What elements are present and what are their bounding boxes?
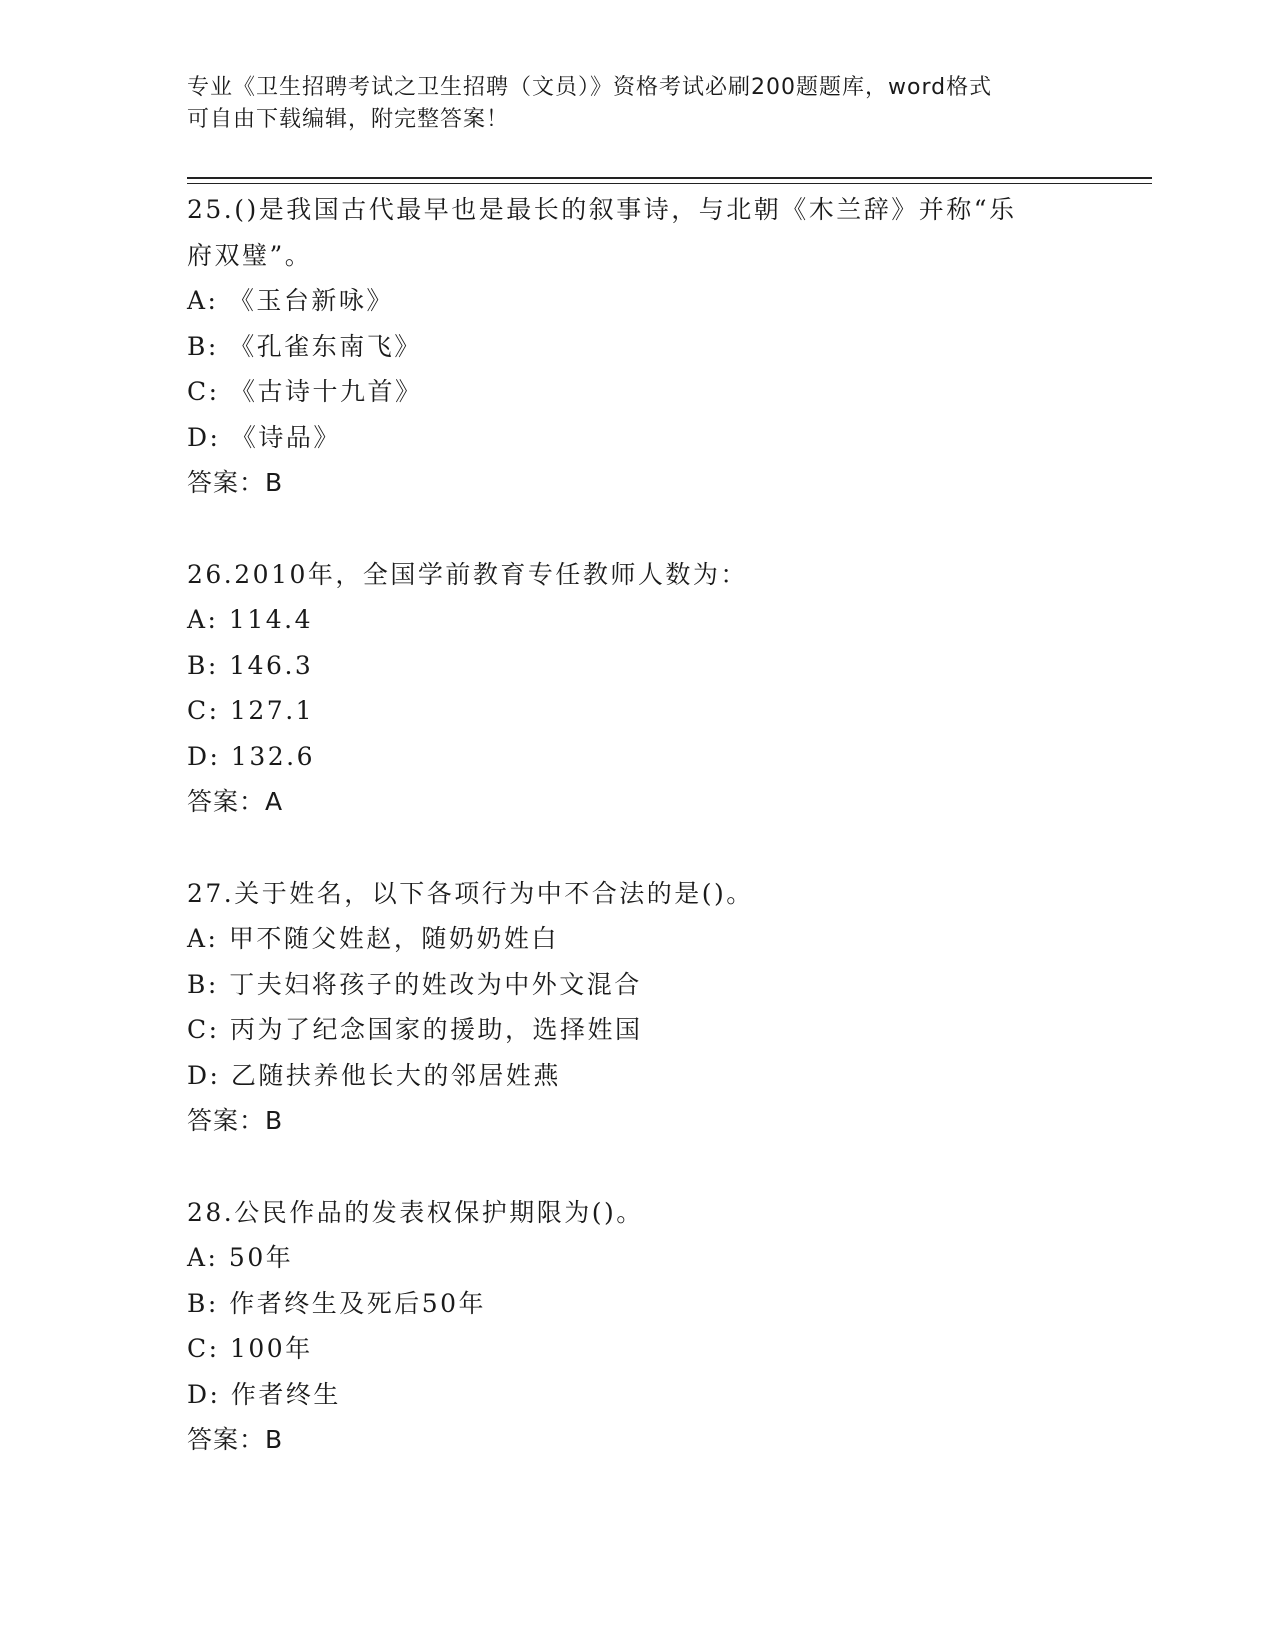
answer-label: 答案： (187, 468, 266, 497)
option-a: A: 50年 (187, 1243, 294, 1272)
option-d: D: 《诗品》 (187, 422, 341, 452)
option-c: C: 127.1 (187, 696, 315, 725)
question-stem: 27.关于姓名，以下各项行为中不合法的是()。 (187, 878, 754, 908)
answer-value: B (265, 1425, 284, 1454)
answer-line (187, 1098, 1087, 1144)
answer-label: 答案： (187, 1425, 266, 1454)
answer-line (187, 1417, 1087, 1463)
header-divider-thin (187, 183, 1152, 184)
answer-value: B (265, 1106, 284, 1135)
option-c: C: 100年 (187, 1334, 313, 1363)
question-stem: 28.公民作品的发表权保护期限为()。 (187, 1197, 644, 1227)
answer-line (187, 460, 1087, 506)
option-b: B: 作者终生及死后50年 (187, 1288, 487, 1318)
question-stem-continued: 府双璧”。 (187, 240, 313, 270)
option-c: C: 《古诗十九首》 (187, 377, 423, 406)
document-header (187, 72, 1087, 136)
question-25 (187, 187, 1087, 506)
option-b: B: 146.3 (187, 650, 314, 680)
question-26 (187, 552, 1087, 825)
question-stem: 26.2010年，全国学前教育专任教师人数为： (187, 559, 748, 589)
answer-label: 答案： (187, 787, 266, 816)
option-d: D: 乙随扶养他长大的邻居姓燕 (187, 1060, 561, 1090)
answer-value: A (265, 787, 284, 816)
question-27 (187, 871, 1087, 1144)
question-28 (187, 1190, 1087, 1463)
header-divider-thick (187, 177, 1152, 179)
question-list (187, 187, 1087, 1509)
option-a: A: 114.4 (187, 605, 313, 634)
option-a: A: 甲不随父姓赵，随奶奶姓白 (187, 924, 559, 953)
header-line-2: 可自由下载编辑，附完整答案！ (187, 107, 510, 132)
option-d: D: 作者终生 (187, 1379, 341, 1409)
option-b: B: 《孔雀东南飞》 (187, 331, 422, 361)
option-a: A: 《玉台新咏》 (187, 286, 394, 315)
option-d: D: 132.6 (187, 741, 315, 771)
answer-label: 答案： (187, 1106, 266, 1135)
question-stem: 25.()是我国古代最早也是最长的叙事诗，与北朝《木兰辞》并称“乐 (187, 195, 1017, 224)
answer-line (187, 779, 1087, 825)
option-b: B: 丁夫妇将孩子的姓改为中外文混合 (187, 969, 642, 999)
answer-value: B (265, 468, 284, 497)
header-line-1: 专业《卫生招聘考试之卫生招聘（文员）》资格考试必刷200题题库，word格式 (187, 75, 993, 100)
option-c: C: 丙为了纪念国家的援助，选择姓国 (187, 1015, 643, 1044)
